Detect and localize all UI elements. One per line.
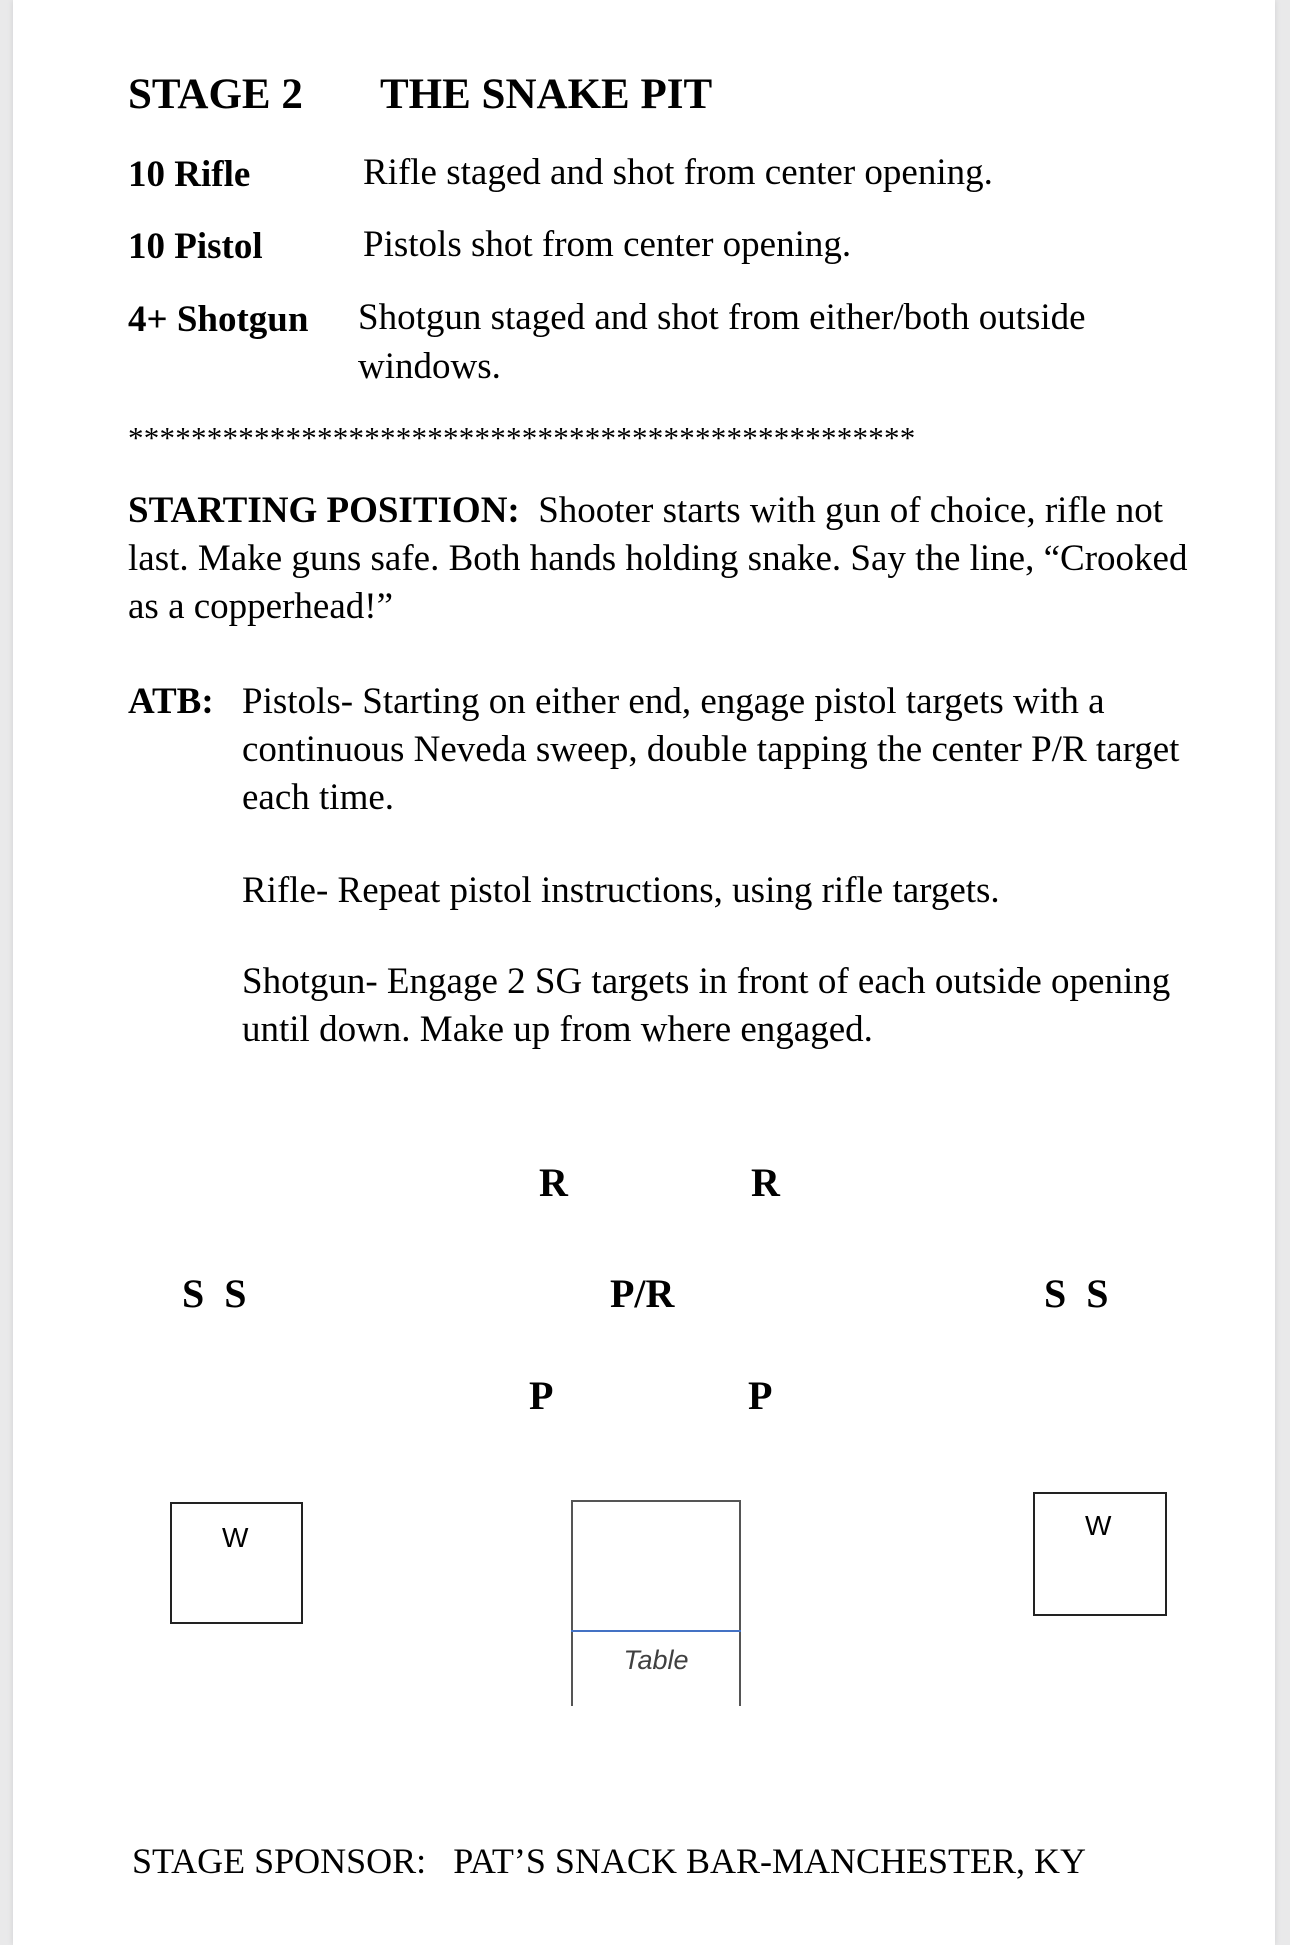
shotgun-targets-right: S S [1044,1271,1109,1316]
table-label: Table [623,1645,689,1675]
pistol-rifle-target-center: P/R [610,1271,675,1316]
shotgun-count: 4+ Shotgun [128,299,309,340]
starting-position-text: Shooter starts with gun of choice, rifle not last. Make guns safe. Both hands holding snake. Say the line, “Crooked as a copperhead!” [128,490,1188,627]
atb-rifle: Rifle- Repeat pistol instructions, using rifle targets. [242,870,1000,911]
rifle-target-right: R [751,1160,780,1205]
window-left [170,1502,303,1624]
atb-label: ATB: [128,681,214,722]
asterisk-divider: ************************************************** [128,420,916,455]
stage-number: STAGE 2 [128,71,303,118]
shotgun-targets-left: S S [182,1271,247,1316]
window-right [1033,1492,1167,1616]
stage-sponsor: STAGE SPONSOR: PAT’S SNACK BAR-MANCHESTER, KY [132,1841,1086,1881]
rifle-target-left: R [539,1160,568,1205]
pistol-instructions: Pistols shot from center opening. [363,224,852,265]
pistol-count: 10 Pistol [128,226,263,267]
rifle-count: 10 Rifle [128,154,251,195]
window-right-label: W [1085,1510,1112,1541]
rifle-instructions: Rifle staged and shot from center opening. [363,152,993,193]
document-page [13,0,1275,1945]
pistol-target-left: P [529,1373,554,1418]
window-left-label: W [222,1522,249,1553]
stage-name: THE SNAKE PIT [380,71,713,118]
atb-shotgun: Shotgun- Engage 2 SG targets in front of each outside opening until down. Make up from where engaged. [242,961,1171,1050]
shotgun-instructions-line1: Shotgun staged and shot from either/both outside [358,297,1086,338]
starting-position [128,487,1188,631]
table-outline [571,1500,741,1706]
atb-pistols: Pistols- Starting on either end, engage pistol targets with a continuous Neveda sweep, double tapping the center P/R target each time. [242,681,1180,818]
starting-position-label: STARTING POSITION: [128,490,520,531]
table-divider-line [571,1630,741,1632]
shotgun-instructions-line2: windows. [358,346,501,387]
pistol-target-right: P [748,1373,773,1418]
